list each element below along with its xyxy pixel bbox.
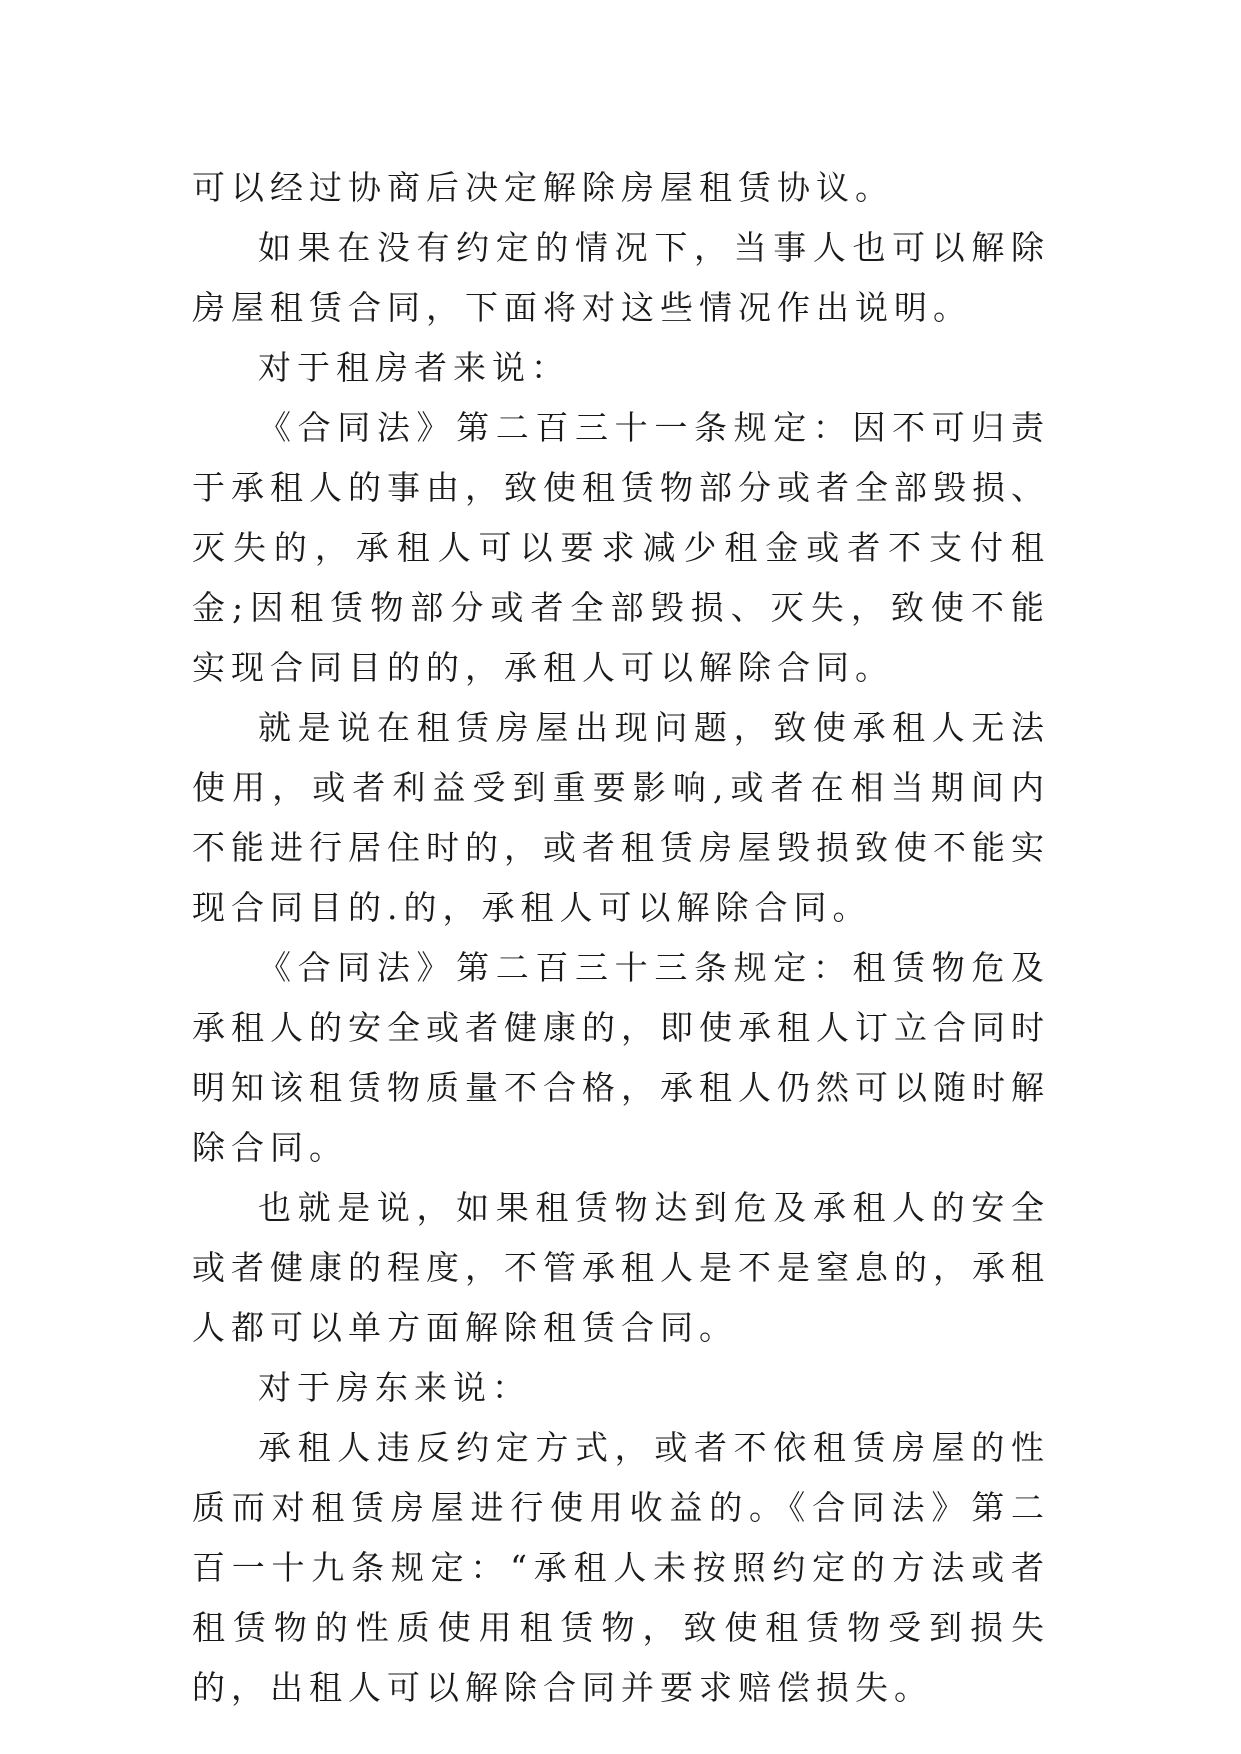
paragraph-1: 可以经过协商后决定解除房屋租赁协议。 <box>192 168 894 207</box>
paragraph-5: 就是说在租赁房屋出现问题，致使承租人无法使用，或者利益受到重要影响,或者在相当期间内不能进行居住时的，或者租赁房屋毁损致使不能实现合同目的.的，承租人可以解除合同。 <box>192 708 1050 927</box>
paragraph-6: 《合同法》第二百三十三条规定：租赁物危及承租人的安全或者健康的，即使承租人订立合同时明知该租赁物质量不合格，承租人仍然可以随时解除合同。 <box>192 948 1050 1167</box>
paragraph-9: 承租人违反约定方式，或者不依租赁房屋的性质而对租赁房屋进行使用收益的。《合同法》第二百一十九条规定：“承租人未按照约定的方法或者租赁物的性质使用租赁物，致使租赁物受到损失的，出租人可以解除合同并要求赔偿损失。 <box>192 1428 1050 1707</box>
paragraph-3: 对于租房者来说： <box>258 348 570 387</box>
document-body <box>192 158 1050 1718</box>
paragraph-7: 也就是说，如果租赁物达到危及承租人的安全或者健康的程度，不管承租人是不是窒息的，承租人都可以单方面解除租赁合同。 <box>192 1188 1050 1347</box>
paragraph-4: 《合同法》第二百三十一条规定：因不可归责于承租人的事由，致使租赁物部分或者全部毁损、灭失的，承租人可以要求减少租金或者不支付租金;因租赁物部分或者全部毁损、灭失，致使不能实现合同目的的，承租人可以解除合同。 <box>192 408 1050 687</box>
paragraph-8: 对于房东来说： <box>258 1368 531 1407</box>
paragraph-2: 如果在没有约定的情况下，当事人也可以解除房屋租赁合同，下面将对这些情况作出说明。 <box>192 228 1050 327</box>
